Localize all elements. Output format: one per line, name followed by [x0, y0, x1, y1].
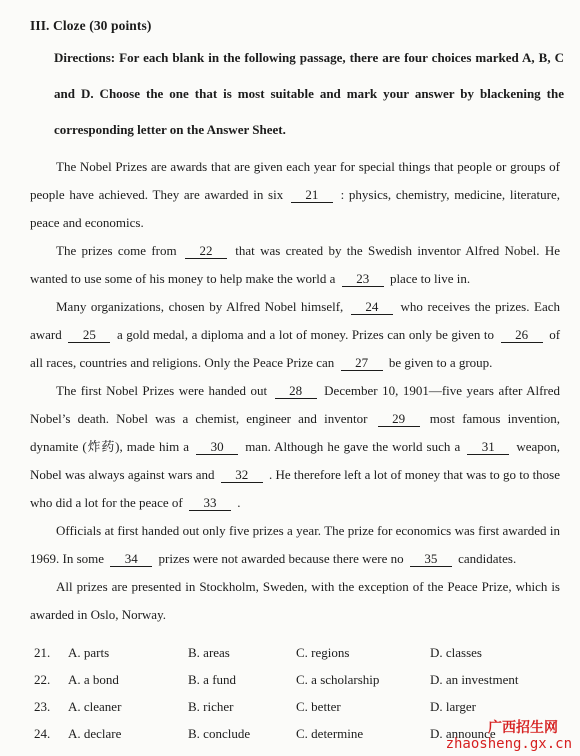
- cloze-passage: [30, 153, 560, 629]
- option-d: D. announce: [430, 726, 496, 741]
- blank-number: 28: [275, 383, 317, 399]
- option-d: D. larger: [430, 699, 476, 714]
- passage-text: be given to a group.: [388, 355, 493, 370]
- passage-text: December 10, 1901—five years after Alfred Nobel’s death. Nobel was a chemist, engineer and inventor: [30, 383, 561, 426]
- passage-text: weapon, Nobel was always against wars and: [30, 439, 561, 482]
- blank-number: 35: [410, 551, 452, 567]
- passage-text: Officials at first handed out only five prizes a year. The prize for economics was first awarded in 1969. In some: [30, 523, 560, 566]
- passage-paragraph: [30, 153, 560, 237]
- passage-text: . He therefore left a lot of money that was to go to those who did a lot for the peace of: [30, 467, 561, 510]
- passage-text: The prizes come from: [56, 243, 177, 258]
- question-number: 24.: [34, 726, 51, 741]
- option-b: B. conclude: [188, 726, 251, 741]
- passage-paragraph: [30, 293, 560, 377]
- passage-paragraph: [30, 517, 560, 573]
- option-b: B. richer: [188, 699, 234, 714]
- passage-text: that was created by the Swedish inventor Alfred Nobel. He wanted to use some of his money to help make the world a: [30, 243, 561, 286]
- passage-text: The first Nobel Prizes were handed out: [56, 383, 268, 398]
- blank-number: 29: [378, 411, 420, 427]
- site-watermark: [446, 720, 572, 752]
- option-d: D. an investment: [430, 672, 519, 687]
- question-number: 21.: [34, 645, 51, 660]
- passage-text: a gold medal, a diploma and a lot of money. Prizes can only be given to: [116, 327, 495, 342]
- question-number: 22.: [34, 672, 51, 687]
- passage-text: of all races, countries and religions. Only the Peace Prize can: [30, 327, 561, 370]
- blank-number: 33: [189, 495, 231, 511]
- passage-text: prizes were not awarded because there were no: [158, 551, 404, 566]
- passage-text: : physics, chemistry, medicine, literature, peace and economics.: [30, 187, 561, 230]
- passage-text: most famous invention, dynamite (炸药), made him a: [30, 411, 560, 454]
- question-number: 23.: [34, 699, 51, 714]
- blank-number: 34: [110, 551, 152, 567]
- option-d: D. classes: [430, 645, 482, 660]
- passage-text: man. Although he gave the world such a: [245, 439, 461, 454]
- blank-number: 23: [342, 271, 384, 287]
- option-a: A. declare: [68, 726, 122, 741]
- section-heading: III. Cloze (30 points): [30, 18, 152, 33]
- blank-number: 31: [467, 439, 509, 455]
- option-b: B. a fund: [188, 672, 237, 687]
- passage-paragraph: [30, 237, 560, 293]
- option-a: A. cleaner: [68, 699, 122, 714]
- watermark-chinese: 广西招生网: [488, 720, 558, 736]
- blank-number: 21: [291, 187, 333, 203]
- passage-text: All prizes are presented in Stockholm, Sweden, with the exception of the Peace Prize, which is awarded in Oslo, Norway.: [30, 579, 560, 622]
- blank-number: 30: [196, 439, 238, 455]
- question-options-row: [34, 668, 554, 695]
- passage-text: Many organizations, chosen by Alfred Nobel himself,: [56, 299, 344, 314]
- option-a: A. parts: [68, 645, 110, 660]
- blank-number: 27: [341, 355, 383, 371]
- blank-number: 25: [68, 327, 110, 343]
- passage-text: .: [237, 495, 241, 510]
- option-a: A. a bond: [68, 672, 119, 687]
- question-options-row: [34, 641, 554, 668]
- option-c: C. regions: [296, 645, 350, 660]
- passage-text: candidates.: [458, 551, 517, 566]
- question-options-row: [34, 695, 554, 722]
- passage-text: who receives the prizes. Each award: [30, 299, 561, 342]
- blank-number: 26: [501, 327, 543, 343]
- watermark-url: zhaosheng.gx.cn: [445, 736, 572, 752]
- passage-paragraph: [30, 377, 560, 517]
- directions-text: Directions: For each blank in the following passage, there are four choices marked A, B, C and D. Choose the one that is most suitable and mark your answer by blackening the corresponding letter on the Answer Sheet.: [54, 50, 564, 137]
- blank-number: 24: [351, 299, 393, 315]
- option-c: C. a scholarship: [296, 672, 380, 687]
- option-c: C. better: [296, 699, 341, 714]
- passage-paragraph: [30, 573, 560, 629]
- passage-text: place to live in.: [389, 271, 471, 286]
- blank-number: 22: [185, 243, 227, 259]
- option-c: C. determine: [296, 726, 364, 741]
- passage-text: The Nobel Prizes are awards that are given each year for special things that people or groups of people have achieved. They are awarded in six: [30, 159, 560, 202]
- option-b: B. areas: [188, 645, 230, 660]
- blank-number: 32: [221, 467, 263, 483]
